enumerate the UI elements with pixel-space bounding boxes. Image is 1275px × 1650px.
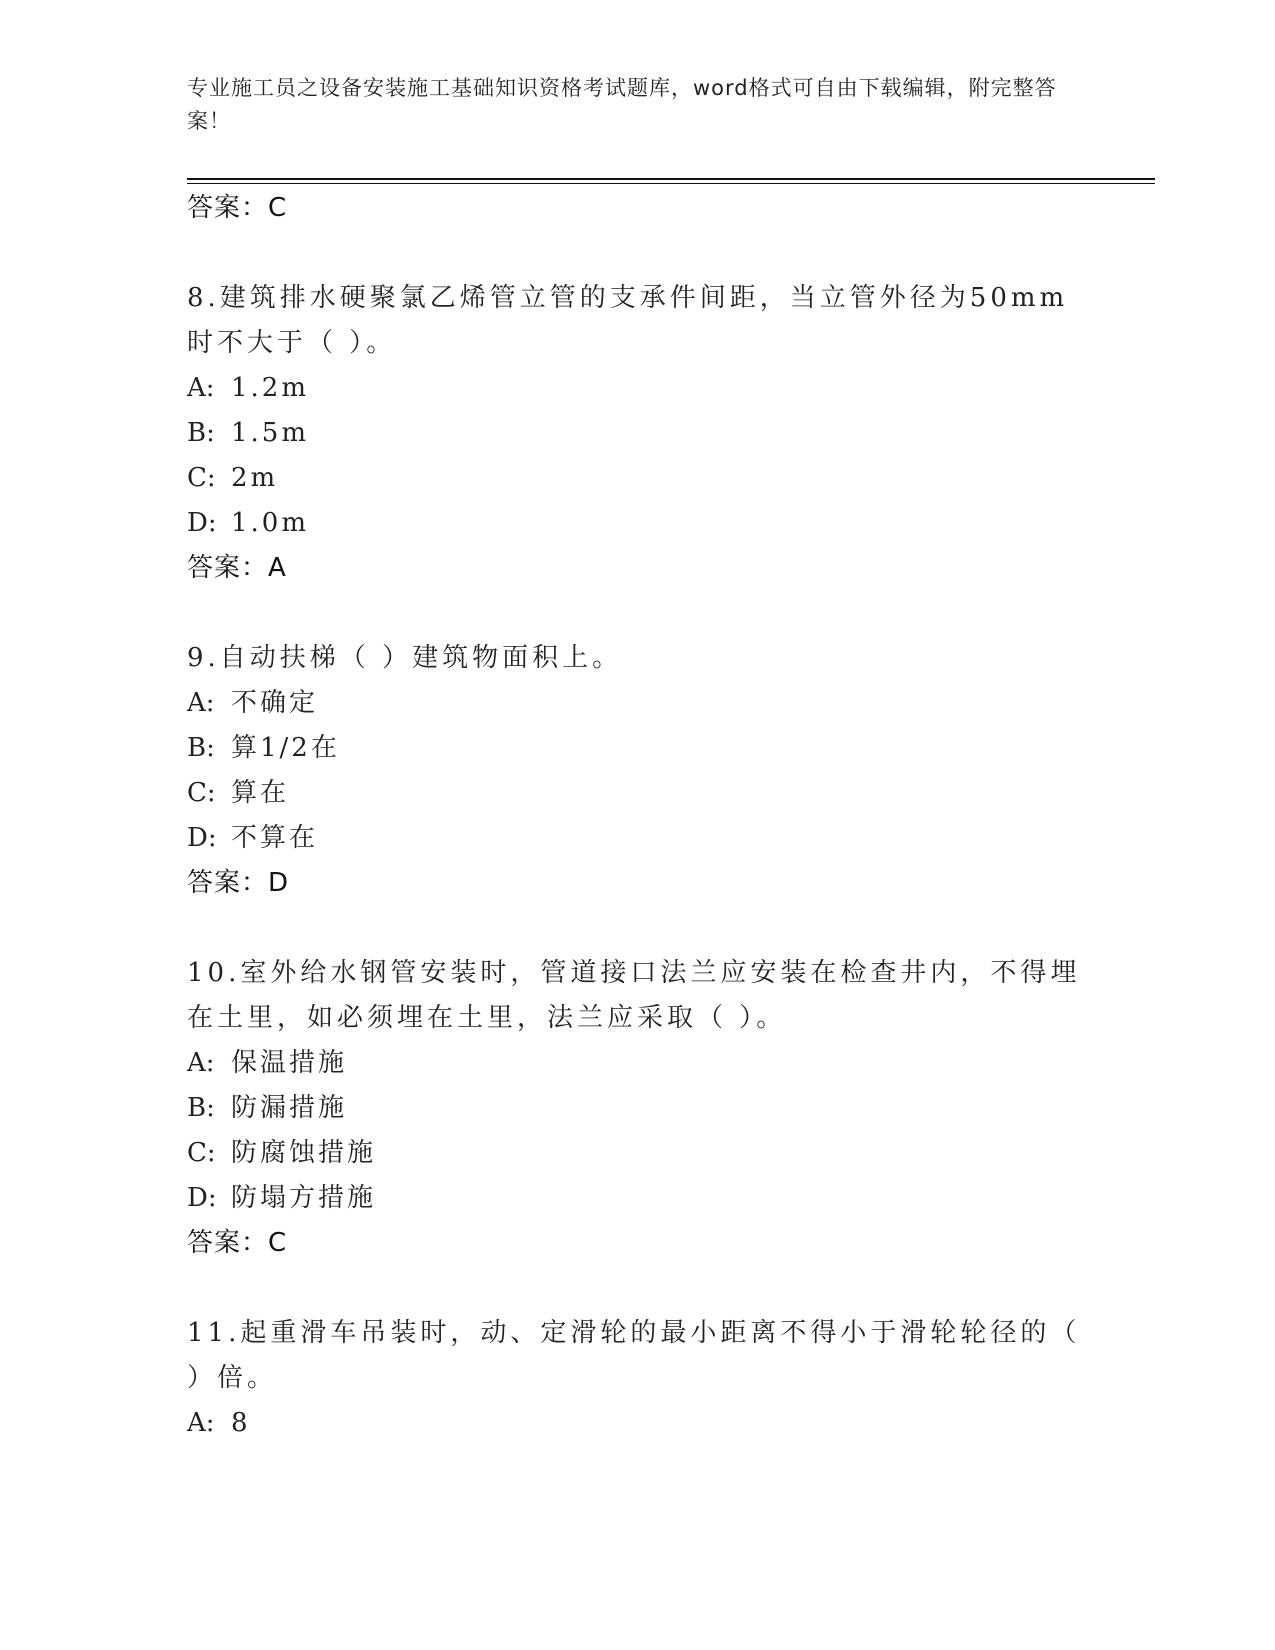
question-block-8	[187, 276, 1087, 591]
answer-line: 答案：D	[187, 868, 290, 898]
option-text: 2m	[231, 463, 279, 493]
option-text: 不确定	[231, 688, 319, 718]
option-letter: D:	[187, 1183, 217, 1213]
option-letter: C:	[187, 1138, 216, 1168]
option-text: 保温措施	[231, 1048, 348, 1078]
spacer	[187, 231, 1087, 276]
question-text: 8.建筑排水硬聚氯乙烯管立管的支承件间距，当立管外径为50mm时不大于（ ）。	[187, 283, 1069, 358]
option-letter: B:	[187, 1093, 215, 1123]
option-letter: C:	[187, 463, 216, 493]
option-letter: B:	[187, 418, 215, 448]
option-text: 不算在	[231, 823, 319, 853]
spacer	[187, 591, 1087, 636]
spacer	[187, 906, 1087, 951]
option-d	[187, 1176, 1087, 1221]
question-block-11	[187, 1311, 1087, 1446]
option-letter: B:	[187, 733, 215, 763]
option-c	[187, 1131, 1087, 1176]
option-c	[187, 771, 1087, 816]
option-text: 8	[231, 1408, 251, 1438]
option-text: 1.5m	[231, 418, 310, 448]
option-letter: A:	[187, 1408, 215, 1438]
document-header: 专业施工员之设备安装施工基础知识资格考试题库，word格式可自由下载编辑，附完整答案！	[187, 76, 1057, 133]
option-a	[187, 366, 1087, 411]
option-a	[187, 1041, 1087, 1086]
option-text: 1.2m	[231, 373, 310, 403]
option-b	[187, 1086, 1087, 1131]
option-c	[187, 456, 1087, 501]
option-text: 防腐蚀措施	[231, 1138, 377, 1168]
option-text: 防漏措施	[231, 1093, 348, 1123]
option-letter: A:	[187, 373, 215, 403]
spacer	[187, 1266, 1087, 1311]
question-text: 11.起重滑车吊装时，动、定滑轮的最小距离不得小于滑轮轮径的（ ）倍。	[187, 1318, 1081, 1393]
option-text: 算在	[231, 778, 290, 808]
option-d	[187, 501, 1087, 546]
option-b	[187, 726, 1087, 771]
option-a	[187, 1401, 1087, 1446]
option-text: 算1/2在	[231, 733, 340, 763]
question-block-9	[187, 636, 1087, 906]
question-block-10	[187, 951, 1087, 1266]
header-divider	[187, 178, 1155, 184]
option-letter: A:	[187, 688, 215, 718]
option-a	[187, 681, 1087, 726]
option-text: 防塌方措施	[231, 1183, 377, 1213]
answer-line: 答案：C	[187, 1228, 288, 1258]
option-letter: A:	[187, 1048, 215, 1078]
question-list	[187, 186, 1087, 1446]
option-b	[187, 411, 1087, 456]
answer-line: 答案：A	[187, 553, 287, 583]
option-d	[187, 816, 1087, 861]
question-text: 9.自动扶梯（ ）建筑物面积上。	[187, 643, 623, 673]
option-letter: C:	[187, 778, 216, 808]
answer-line: 答案：C	[187, 193, 288, 223]
option-letter: D:	[187, 508, 217, 538]
question-text: 10.室外给水钢管安装时，管道接口法兰应安装在检查井内，不得埋在土里，如必须埋在土里，法兰应采取（ ）。	[187, 958, 1081, 1033]
option-text: 1.0m	[231, 508, 310, 538]
option-letter: D:	[187, 823, 217, 853]
